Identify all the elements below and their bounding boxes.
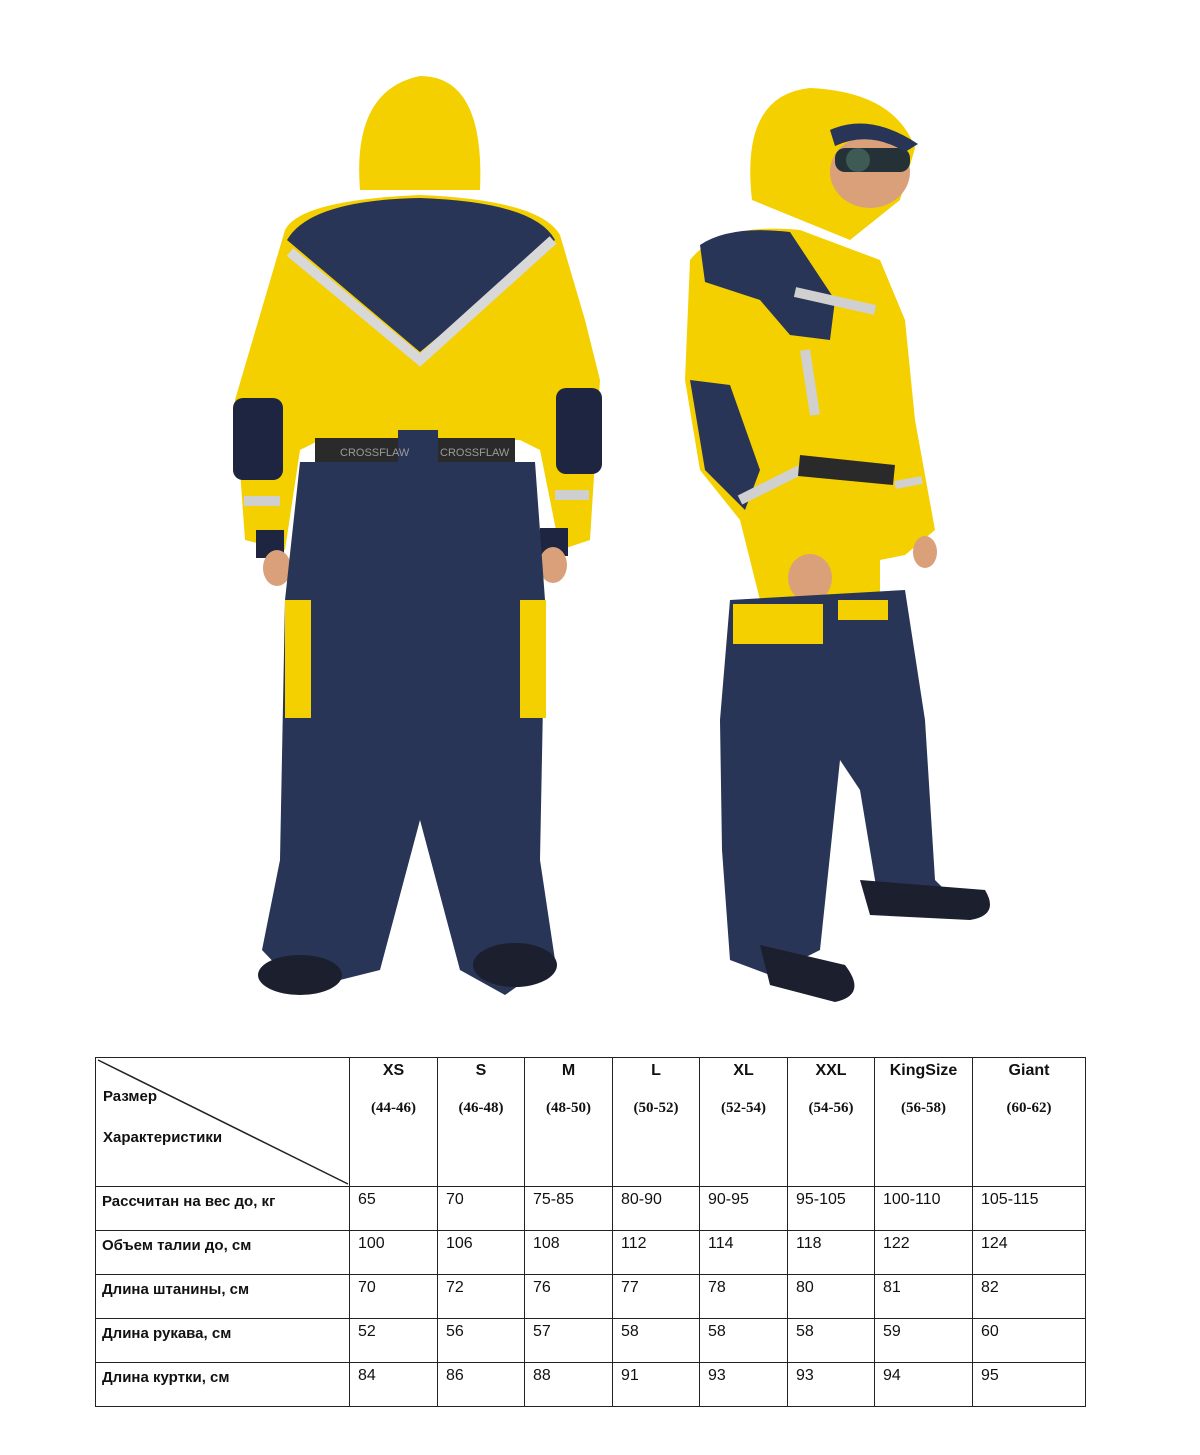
table-cell: 112 (613, 1231, 700, 1275)
table-cell: 72 (438, 1275, 525, 1319)
svg-text:CROSSFLAW: CROSSFLAW (340, 447, 410, 459)
table-cell: 60 (973, 1319, 1086, 1363)
svg-text:CROSSFLAW: CROSSFLAW (440, 447, 510, 459)
table-cell: 78 (700, 1275, 788, 1319)
row-max-weight (96, 1187, 1086, 1231)
table-cell: 100 (350, 1231, 438, 1275)
table-cell: 100-110 (875, 1187, 973, 1231)
row-sleeve-length (96, 1319, 1086, 1363)
size-axis-label: Размер (103, 1088, 158, 1105)
table-cell: 82 (973, 1275, 1086, 1319)
table-cell: 91 (613, 1363, 700, 1407)
table-cell: 75-85 (525, 1187, 613, 1231)
table-cell: 114 (700, 1231, 788, 1275)
diagonal-divider (96, 1058, 350, 1186)
row-leg-length (96, 1275, 1086, 1319)
table-cell: 93 (700, 1363, 788, 1407)
table-cell: 108 (525, 1231, 613, 1275)
table-cell: 84 (350, 1363, 438, 1407)
row-label: Длина куртки, см (96, 1363, 350, 1407)
suit-front-view (685, 88, 990, 1002)
table-cell: 52 (350, 1319, 438, 1363)
size-chart-table (95, 1057, 1086, 1407)
size-header-m: M (48-50) (525, 1058, 613, 1187)
table-cell: 56 (438, 1319, 525, 1363)
table-cell: 65 (350, 1187, 438, 1231)
size-header-s: S (46-48) (438, 1058, 525, 1187)
table-cell: 80-90 (613, 1187, 700, 1231)
row-label: Рассчитан на вес до, кг (96, 1187, 350, 1231)
row-waist (96, 1231, 1086, 1275)
row-label: Длина штанины, см (96, 1275, 350, 1319)
table-cell: 57 (525, 1319, 613, 1363)
table-cell: 118 (788, 1231, 875, 1275)
table-cell: 58 (788, 1319, 875, 1363)
table-cell: 86 (438, 1363, 525, 1407)
size-header-row (96, 1058, 1086, 1187)
size-header-xl: XL (52-54) (700, 1058, 788, 1187)
suit-back-view (233, 76, 602, 995)
diagonal-header-cell (96, 1058, 350, 1187)
row-label: Объем талии до, см (96, 1231, 350, 1275)
row-label: Длина рукава, см (96, 1319, 350, 1363)
size-header-xxl: XXL (54-56) (788, 1058, 875, 1187)
table-cell: 80 (788, 1275, 875, 1319)
size-header-l: L (50-52) (613, 1058, 700, 1187)
table-cell: 58 (613, 1319, 700, 1363)
table-cell: 95 (973, 1363, 1086, 1407)
size-header-xs: XS (44-46) (350, 1058, 438, 1187)
table-cell: 58 (700, 1319, 788, 1363)
characteristics-axis-label: Характеристики (103, 1129, 223, 1146)
table-cell: 88 (525, 1363, 613, 1407)
table-cell: 81 (875, 1275, 973, 1319)
size-header-giant: Giant (60-62) (973, 1058, 1086, 1187)
row-jacket-length (96, 1363, 1086, 1407)
table-cell: 124 (973, 1231, 1086, 1275)
table-cell: 122 (875, 1231, 973, 1275)
table-cell: 93 (788, 1363, 875, 1407)
table-cell: 95-105 (788, 1187, 875, 1231)
table-cell: 76 (525, 1275, 613, 1319)
table-cell: 90-95 (700, 1187, 788, 1231)
table-cell: 77 (613, 1275, 700, 1319)
size-header-kingsize: KingSize (56-58) (875, 1058, 973, 1187)
table-cell: 70 (350, 1275, 438, 1319)
table-cell: 105-115 (973, 1187, 1086, 1231)
table-cell: 70 (438, 1187, 525, 1231)
table-cell: 94 (875, 1363, 973, 1407)
table-cell: 106 (438, 1231, 525, 1275)
table-cell: 59 (875, 1319, 973, 1363)
